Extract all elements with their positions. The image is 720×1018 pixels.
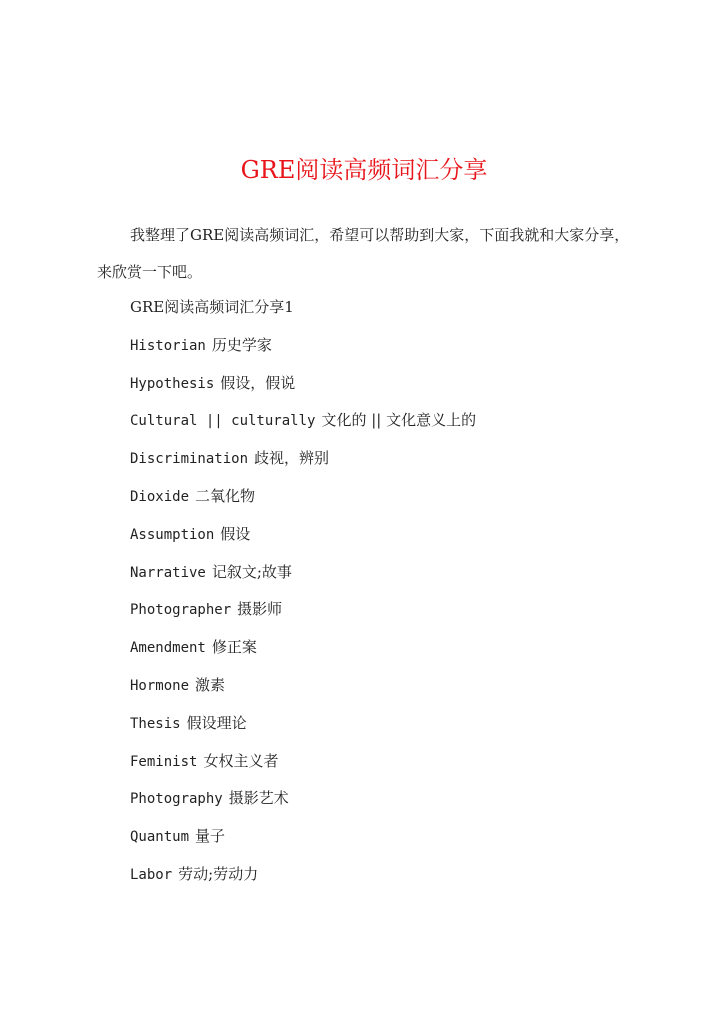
vocab-english: Hypothesis [130,375,215,392]
vocab-chinese: 记叙文;故事 [211,562,292,581]
vocab-entry [130,370,650,408]
vocab-chinese: 假设 [220,524,251,543]
vocab-chinese: 假设理论 [186,713,247,732]
vocab-entry [130,596,650,634]
vocab-entry [130,521,650,559]
vocab-english: Amendment [130,640,206,657]
vocab-chinese: 女权主义者 [203,751,279,770]
vocab-entry [130,445,650,483]
vocab-english: Narrative [130,564,206,581]
vocab-chinese: 激素 [195,675,226,694]
vocab-english: Assumption [130,526,215,543]
vocab-english: Hormone [130,677,190,694]
vocab-english: Thesis [130,715,181,732]
vocab-chinese: 二氧化物 [195,486,256,505]
vocab-english: Historian [130,337,206,354]
vocab-english: Dioxide [130,488,190,505]
vocab-entry [130,672,650,710]
vocab-english: Quantum [130,829,190,846]
vocab-entry [130,559,650,597]
vocab-chinese: 历史学家 [211,335,272,354]
vocab-chinese: 摄影艺术 [228,789,289,808]
vocab-chinese: 修正案 [211,638,257,657]
vocab-entry [130,748,650,786]
vocab-chinese: 摄影师 [237,600,283,619]
document-title: GRE阅读高频词汇分享 [240,156,488,184]
vocab-entry [130,483,650,521]
vocab-entry [130,861,650,899]
vocab-chinese: 歧视，辨别 [254,449,330,468]
vocab-entry [130,710,650,748]
vocab-entry [130,332,650,370]
section-heading [130,294,650,332]
vocab-english: Photography [130,791,223,808]
section-heading-text: GRE阅读高频词汇分享1 [130,298,294,316]
vocab-entry [130,785,650,823]
vocab-english: Feminist [130,753,198,770]
vocab-chinese: 量子 [195,827,226,846]
vocab-english: Discrimination [130,451,249,468]
vocab-chinese: 文化的 || 文化意义上的 [321,411,477,430]
vocab-chinese: 劳动;劳动力 [178,864,259,883]
vocabulary-list [130,294,650,899]
vocab-entry [130,634,650,672]
vocab-english: Photographer [130,602,232,619]
vocab-entry [130,407,650,445]
vocab-english: Labor [130,866,173,883]
intro-paragraph: 我整理了GRE阅读高频词汇，希望可以帮助到大家，下面我就和大家分享，来欣赏一下吧。 [97,226,630,281]
vocab-entry [130,823,650,861]
vocab-chinese: 假设，假说 [220,373,296,392]
vocab-english: Cultural || culturally [130,413,316,430]
